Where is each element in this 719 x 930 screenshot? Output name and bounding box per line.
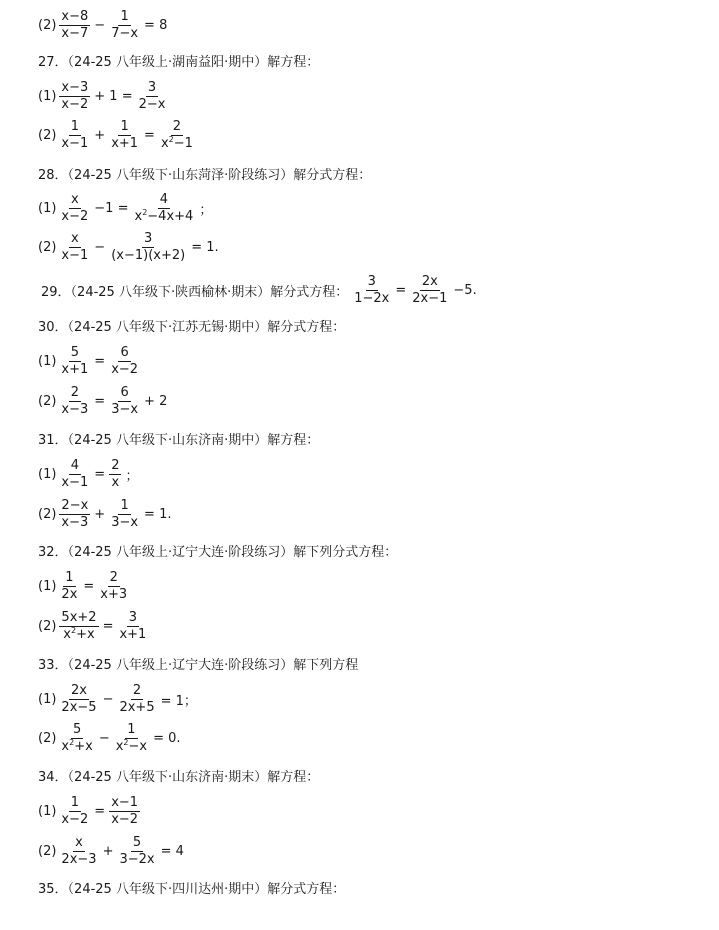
denominator: 7−x bbox=[111, 25, 139, 41]
fraction bbox=[59, 836, 98, 867]
fraction bbox=[109, 386, 140, 417]
denominator: 3−2x bbox=[119, 851, 155, 867]
sub-question-label: (1) bbox=[38, 803, 57, 819]
numerator: 1 bbox=[120, 8, 129, 24]
equation-text: 29．（24-25 八年级下·陕西榆林·期末）解分式方程： bbox=[41, 284, 349, 300]
equation-text: + 1 = bbox=[94, 88, 133, 104]
fraction bbox=[117, 836, 156, 867]
denominator: $x^2-4x+4$ bbox=[134, 207, 194, 224]
numerator: 1 bbox=[70, 118, 79, 134]
denominator: x−1 bbox=[61, 247, 89, 263]
fraction bbox=[59, 499, 90, 530]
numerator: x bbox=[75, 834, 83, 850]
problem-heading: 30．（24-25 八年级下·江苏无锡·期中）解分式方程： bbox=[38, 319, 346, 335]
fraction bbox=[410, 275, 449, 306]
numerator: 1 bbox=[120, 497, 129, 513]
equation-line bbox=[38, 497, 174, 531]
denominator: x bbox=[111, 474, 120, 490]
equation-line bbox=[38, 457, 141, 491]
numerator: 1 bbox=[65, 569, 74, 585]
denominator: 2x+5 bbox=[119, 699, 155, 715]
numerator: 1 bbox=[70, 794, 79, 810]
fraction bbox=[59, 232, 90, 263]
denominator: x+3 bbox=[100, 586, 128, 602]
equation-line bbox=[38, 191, 215, 225]
equation-text: = 0. bbox=[153, 730, 181, 746]
equation-text: = 1. bbox=[191, 239, 219, 255]
equation-text: − bbox=[98, 730, 110, 746]
denominator: x−7 bbox=[61, 25, 89, 41]
fraction bbox=[59, 796, 90, 827]
denominator: x−2 bbox=[61, 96, 89, 112]
numerator: 5 bbox=[70, 344, 79, 360]
sub-question-label: (2) bbox=[38, 239, 57, 255]
equation-line bbox=[38, 79, 168, 113]
fraction bbox=[109, 459, 121, 490]
denominator: x−2 bbox=[111, 811, 139, 827]
equation-line bbox=[38, 344, 141, 378]
equation-text: ； bbox=[125, 468, 139, 484]
sub-question-label: (1) bbox=[38, 353, 57, 369]
numerator: 2 bbox=[109, 569, 118, 585]
denominator: 2x−3 bbox=[61, 851, 97, 867]
problem-heading: 28．（24-25 八年级下·山东菏泽·阶段练习）解分式方程： bbox=[38, 167, 372, 183]
equation-text: = 4 bbox=[160, 843, 184, 859]
denominator: x−3 bbox=[61, 401, 89, 417]
numerator: 1 bbox=[127, 721, 136, 737]
numerator: 2 bbox=[132, 682, 142, 698]
equation-text: = bbox=[94, 393, 106, 409]
equation-text: = 1； bbox=[160, 693, 197, 709]
fraction bbox=[132, 193, 195, 224]
fraction bbox=[59, 723, 94, 754]
equation-text: + bbox=[94, 127, 106, 143]
equation-text: = bbox=[94, 803, 106, 819]
problem-heading: 34．（24-25 八年级下·山东济南·期末）解方程： bbox=[38, 769, 320, 785]
equation-line bbox=[38, 118, 196, 152]
fraction bbox=[117, 611, 148, 642]
fraction bbox=[59, 81, 90, 112]
fraction bbox=[59, 611, 98, 642]
equation-line bbox=[38, 682, 200, 716]
numerator: x bbox=[71, 230, 79, 246]
sub-question-label: (1) bbox=[38, 88, 57, 104]
sub-question-label: (2) bbox=[38, 730, 57, 746]
denominator: 2x−1 bbox=[412, 290, 448, 306]
fraction bbox=[109, 346, 140, 377]
equation-text: − bbox=[94, 239, 106, 255]
numerator: 3 bbox=[144, 230, 153, 246]
fraction bbox=[114, 723, 149, 754]
denominator: x+1 bbox=[119, 626, 147, 642]
problem-heading: 35．（24-25 八年级下·四川达州·期中）解分式方程： bbox=[38, 881, 346, 897]
fraction bbox=[59, 10, 90, 41]
equation-text: = 1. bbox=[144, 506, 172, 522]
sub-question-label: (2) bbox=[38, 17, 57, 33]
denominator: 3−x bbox=[111, 514, 139, 530]
equation-text: −1 = bbox=[94, 200, 129, 216]
denominator: $x^2+x$ bbox=[61, 737, 93, 754]
fraction bbox=[109, 499, 140, 530]
equation-line bbox=[38, 230, 222, 264]
numerator: 3 bbox=[367, 273, 376, 289]
numerator: 2x bbox=[71, 682, 87, 698]
sub-question-label: (2) bbox=[38, 127, 57, 143]
denominator: x−2 bbox=[111, 361, 139, 377]
numerator: 3 bbox=[128, 609, 138, 625]
denominator: 2x bbox=[61, 586, 78, 602]
equation-line bbox=[38, 569, 130, 603]
problem-heading: 27．（24-25 八年级上·湖南益阳·期中）解方程： bbox=[38, 54, 320, 70]
numerator: 2 bbox=[70, 384, 79, 400]
denominator: x−2 bbox=[61, 811, 89, 827]
numerator: x−8 bbox=[61, 8, 89, 24]
fraction bbox=[137, 81, 168, 112]
fraction bbox=[59, 346, 90, 377]
denominator: $x^2-1$ bbox=[160, 134, 193, 151]
denominator: x−1 bbox=[61, 135, 89, 151]
equation-line bbox=[38, 721, 184, 755]
fraction bbox=[117, 684, 156, 715]
equation-text: = bbox=[94, 466, 106, 482]
equation-line bbox=[38, 384, 170, 418]
equation-text: = bbox=[83, 578, 95, 594]
sub-question-label: (2) bbox=[38, 843, 57, 859]
fraction bbox=[352, 275, 391, 306]
sub-question-label: (2) bbox=[38, 393, 57, 409]
equation-line bbox=[38, 834, 187, 868]
denominator: x+1 bbox=[61, 361, 89, 377]
denominator: x−2 bbox=[61, 208, 89, 224]
numerator: 2 bbox=[111, 457, 120, 473]
equation-text: ； bbox=[199, 202, 213, 218]
sub-question-label: (1) bbox=[38, 691, 57, 707]
fraction bbox=[59, 459, 90, 490]
numerator: 5 bbox=[72, 721, 82, 737]
fraction bbox=[109, 796, 140, 827]
equation-line bbox=[38, 8, 170, 42]
equation-line bbox=[38, 794, 141, 828]
equation-text: + bbox=[102, 843, 114, 859]
equation-text: = bbox=[94, 353, 106, 369]
fraction bbox=[98, 571, 129, 602]
numerator: 6 bbox=[120, 384, 129, 400]
fraction bbox=[159, 120, 195, 151]
equation-text: = bbox=[144, 127, 155, 143]
fraction bbox=[59, 120, 90, 151]
numerator: 2 bbox=[172, 118, 182, 134]
equation-text: −5. bbox=[453, 282, 477, 298]
problem-heading: 31．（24-25 八年级下·山东济南·期中）解方程： bbox=[38, 432, 320, 448]
sub-question-label: (2) bbox=[38, 618, 57, 634]
equation-text: = 8 bbox=[144, 17, 168, 33]
equation-text: = bbox=[102, 618, 114, 634]
numerator: x−1 bbox=[111, 794, 139, 810]
numerator: 5 bbox=[132, 834, 142, 850]
sub-question-label: (1) bbox=[38, 200, 57, 216]
numerator: 5x+2 bbox=[61, 609, 97, 625]
denominator: x−3 bbox=[61, 514, 89, 530]
fraction bbox=[109, 232, 187, 263]
denominator: 3−x bbox=[111, 401, 139, 417]
equation-text: − bbox=[102, 691, 114, 707]
sub-question-label: (1) bbox=[38, 578, 57, 594]
numerator: 2x bbox=[421, 273, 438, 289]
problem-heading: 32．（24-25 八年级上·辽宁大连·阶段练习）解下列分式方程： bbox=[38, 544, 398, 560]
equation-line bbox=[38, 273, 480, 307]
numerator: 2−x bbox=[61, 497, 89, 513]
fraction bbox=[109, 120, 140, 151]
equation-text: + bbox=[94, 506, 106, 522]
equation-text: − bbox=[94, 17, 106, 33]
sub-question-label: (1) bbox=[38, 466, 57, 482]
denominator: 1−2x bbox=[354, 290, 390, 306]
fraction bbox=[59, 571, 79, 602]
numerator: 4 bbox=[159, 191, 169, 207]
numerator: 6 bbox=[120, 344, 129, 360]
denominator: $x^2+x$ bbox=[63, 625, 95, 642]
denominator: x+1 bbox=[111, 135, 139, 151]
fraction bbox=[59, 684, 98, 715]
denominator: (x−1)(x+2) bbox=[111, 247, 186, 263]
numerator: 3 bbox=[147, 79, 157, 95]
sub-question-label: (2) bbox=[38, 506, 57, 522]
fraction bbox=[59, 193, 90, 224]
equation-text: = bbox=[395, 282, 407, 298]
equation-line bbox=[38, 609, 149, 643]
equation-text: + 2 bbox=[144, 393, 168, 409]
numerator: x−3 bbox=[61, 79, 89, 95]
numerator: x bbox=[71, 191, 79, 207]
denominator: x−1 bbox=[61, 474, 89, 490]
fraction bbox=[59, 386, 90, 417]
denominator: 2−x bbox=[138, 96, 166, 112]
problem-heading: 33．（24-25 八年级上·辽宁大连·阶段练习）解下列方程 bbox=[38, 657, 359, 673]
denominator: $x^2-x$ bbox=[115, 737, 148, 754]
numerator: 1 bbox=[120, 118, 129, 134]
denominator: 2x−5 bbox=[61, 699, 97, 715]
numerator: 4 bbox=[70, 457, 79, 473]
fraction bbox=[109, 10, 140, 41]
